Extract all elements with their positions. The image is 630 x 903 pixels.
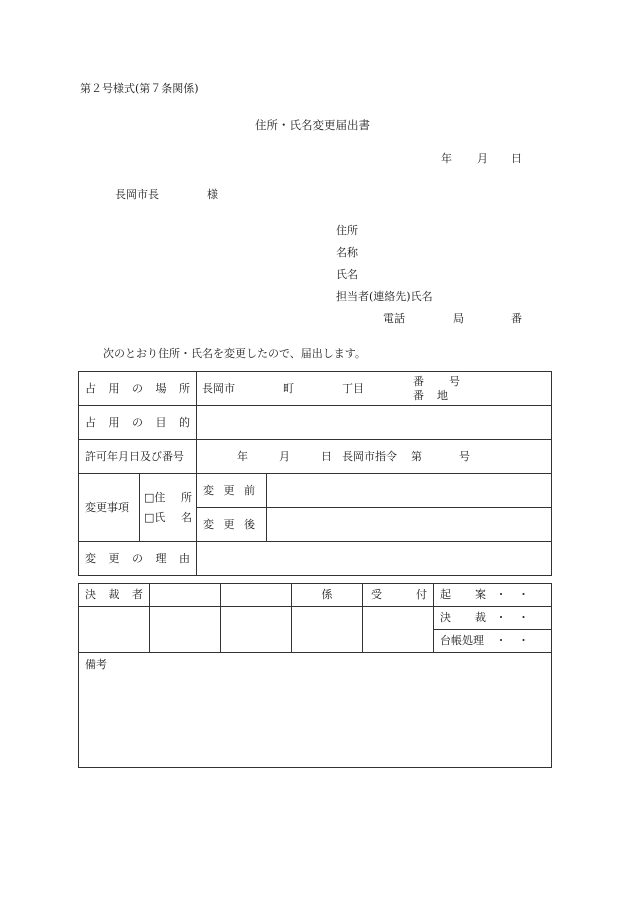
approval-box-5[interactable]: [363, 607, 434, 653]
checkbox-address[interactable]: □住 所: [144, 490, 192, 504]
permit-go: 号: [459, 450, 470, 463]
reason-label: 変 更 の 理 由: [85, 551, 190, 565]
date-day-label: 日: [511, 152, 522, 165]
received-label: 受 付: [371, 588, 427, 601]
purpose-label-cell: [79, 406, 197, 440]
drafted-label: 起 案: [440, 588, 486, 601]
place-go: 号: [449, 375, 460, 388]
drafted-date-dots: ・ ・: [495, 588, 533, 601]
purpose-label: 占 用 の 目 的: [85, 415, 190, 429]
statement: 次のとおり住所・氏名を変更したので、届出します。: [103, 347, 366, 360]
before-label-cell: [197, 474, 267, 508]
permit-year: 年: [237, 450, 248, 463]
approver-slot-1[interactable]: [150, 584, 221, 607]
addressee-suffix: 様: [207, 188, 218, 201]
permit-day: 日: [321, 450, 332, 463]
change-item-label-cell: [79, 474, 140, 542]
remarks-cell[interactable]: [79, 653, 552, 768]
date-month-label: 月: [477, 152, 488, 165]
place-chi: 地: [437, 389, 448, 402]
decided-date-dots: ・ ・: [495, 611, 533, 624]
place-row: [79, 372, 552, 406]
staff-label-cell: [292, 584, 363, 607]
applicant-contact-label: 担当者(連絡先)氏名: [336, 290, 433, 303]
approval-row-2: [79, 607, 552, 630]
ledger-date-dots: ・ ・: [495, 634, 533, 647]
change-checkbox-cell: [140, 474, 197, 542]
approval-box-3[interactable]: [221, 607, 292, 653]
place-chome: 丁目: [342, 382, 364, 395]
phone-number-label: 番: [511, 312, 522, 325]
before-label: 変 更 前: [203, 483, 255, 497]
after-value-cell[interactable]: [267, 508, 552, 542]
approver-slot-2[interactable]: [221, 584, 292, 607]
remarks-row: [79, 653, 552, 768]
approval-box-1[interactable]: [79, 607, 150, 653]
ledger-label: 台帳処理: [440, 634, 484, 647]
reason-label-cell: [79, 542, 197, 576]
approval-box-4[interactable]: [292, 607, 363, 653]
place-label-cell: [79, 372, 197, 406]
applicant-company-label: 名称: [336, 246, 358, 259]
place-city: 長岡市: [202, 382, 235, 395]
decided-label: 決 裁: [440, 611, 486, 624]
decided-cell: [434, 607, 552, 630]
change-item-label: 変更事項: [85, 500, 129, 514]
ledger-cell: [434, 630, 552, 653]
page-title: 住所・氏名変更届出書: [255, 118, 370, 132]
permit-label-cell: [79, 440, 197, 474]
place-banchi: 番: [413, 389, 424, 402]
staff-label: 係: [321, 588, 333, 601]
change-before-row: [79, 474, 552, 508]
approval-table: [78, 583, 552, 768]
approval-box-2[interactable]: [150, 607, 221, 653]
drafted-cell: [434, 584, 552, 607]
received-label-cell: [363, 584, 434, 607]
purpose-value-cell[interactable]: [197, 406, 552, 440]
place-value-cell[interactable]: [197, 372, 552, 406]
approval-header-row: [79, 584, 552, 607]
permit-month: 月: [279, 450, 290, 463]
applicant-name-label: 氏名: [336, 268, 358, 281]
approver-label-cell: [79, 584, 150, 607]
place-ban: 番: [413, 375, 424, 388]
place-machi: 町: [283, 382, 294, 395]
form-number: 第２号様式(第７条関係): [80, 82, 199, 95]
approver-label: 決 裁 者: [85, 588, 143, 601]
reason-row: [79, 542, 552, 576]
phone-area-label: 局: [453, 312, 464, 325]
permit-dai: 第: [411, 450, 422, 463]
checkbox-name[interactable]: □氏 名: [144, 510, 192, 524]
purpose-row: [79, 406, 552, 440]
remarks-label: 備考: [85, 658, 107, 671]
reason-value-cell[interactable]: [197, 542, 552, 576]
permit-label: 許可年月日及び番号: [85, 449, 184, 463]
date-year-label: 年: [441, 152, 452, 165]
before-value-cell[interactable]: [267, 474, 552, 508]
addressee: 長岡市長: [115, 188, 159, 201]
permit-row: [79, 440, 552, 474]
main-form-table: [78, 371, 552, 576]
permit-designation: 長岡市指令: [342, 450, 397, 463]
after-label-cell: [197, 508, 267, 542]
permit-value-cell[interactable]: [197, 440, 552, 474]
place-label: 占 用 の 場 所: [85, 381, 190, 395]
after-label: 変 更 後: [203, 517, 255, 531]
phone-label: 電話: [383, 312, 405, 325]
applicant-address-label: 住所: [336, 224, 358, 237]
